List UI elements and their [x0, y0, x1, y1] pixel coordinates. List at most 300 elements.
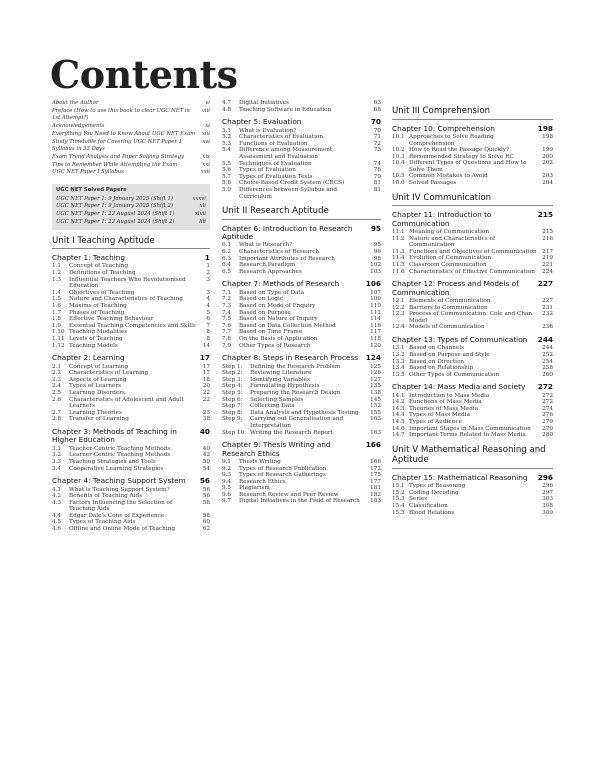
toc-entry	[392, 352, 553, 359]
entry-page: 177	[370, 478, 381, 485]
chapter-title: Chapter 4: Teaching Support System	[52, 476, 186, 486]
entry-page: 111	[370, 309, 381, 316]
toc-entry	[392, 490, 553, 497]
entry-title: Writing the Research Report	[250, 429, 333, 436]
entry-page: 116	[370, 322, 381, 329]
entry-number: 10.3	[392, 153, 405, 160]
chapter-heading	[392, 474, 553, 482]
entry-number: 4.1	[52, 486, 62, 493]
entry-page: 244	[542, 345, 553, 352]
solved-papers-box	[52, 184, 210, 230]
entry-title: Functions of Mass Media	[409, 399, 482, 406]
entry-page: 163	[370, 429, 381, 436]
entry-page: 20	[202, 383, 210, 390]
entry-number: 3.3	[52, 458, 62, 465]
solved-papers-title: UGC NET Solved Papers	[56, 187, 127, 194]
entry-title: Classroom Communication	[409, 261, 487, 268]
entry-title: Collecting Data	[250, 403, 295, 410]
entry-title: Learning Disorders	[69, 389, 125, 396]
entry-title: Benefits of Teaching Aids	[69, 493, 143, 500]
entry-number: 5.5	[222, 160, 232, 167]
entry-number: 5.4	[222, 147, 232, 154]
toc-entry	[52, 377, 210, 384]
entry-page: 42	[202, 452, 210, 459]
entry-page: 125	[370, 363, 381, 370]
entry-page: 183	[370, 498, 381, 505]
entry-title: Elements of Communication	[409, 297, 491, 304]
entry-title: Types of Research Publication	[239, 465, 327, 472]
toc-entry	[222, 269, 381, 276]
entry-title: Functions and Objectives of Communication	[409, 248, 537, 255]
entry-title: On the Basis of Application	[239, 335, 318, 342]
entry-page: 98	[373, 255, 381, 262]
toc-entry	[392, 496, 553, 503]
toc-column-2	[222, 100, 381, 505]
entry-title: Aspects of Learning	[69, 376, 127, 383]
toc-entry	[52, 364, 210, 371]
entry-number: 13.2	[392, 351, 405, 358]
entry-number: 11.1	[392, 228, 405, 235]
toc-entry	[392, 255, 553, 262]
entry-number: 15.5	[392, 509, 405, 516]
entry-page: 202	[542, 160, 553, 167]
entry-number: 10.4	[392, 160, 405, 167]
entry-page: 135	[370, 383, 381, 390]
entry-page: 166	[370, 458, 381, 465]
entry-number: Step 6:	[222, 396, 243, 403]
entry-number: Step 1:	[222, 363, 243, 370]
entry-title: Approaches to Solve Reading Comprehension	[409, 133, 494, 147]
chapter-heading	[392, 280, 553, 297]
entry-title: Reviewing Literature	[250, 370, 312, 377]
entry-title: Research Approaches	[239, 268, 302, 275]
entry-page: 117	[370, 329, 381, 336]
entry-number: 10.1	[392, 133, 405, 140]
entry-page: 276	[542, 412, 553, 419]
toc-entry	[52, 459, 210, 466]
entry-page: 163	[370, 416, 381, 423]
entry-number: 14.6	[392, 425, 405, 432]
entry-number: Step 10:	[222, 429, 247, 436]
toc-entry	[392, 305, 553, 312]
front-matter-item	[52, 131, 210, 139]
chapter-page: 215	[537, 210, 553, 220]
solved-paper-item	[56, 211, 206, 219]
toc-entry	[392, 432, 553, 439]
solved-paper-page: xxxvi	[192, 195, 206, 202]
entry-number: 7.9	[222, 342, 232, 349]
entry-title: Maxims of Teaching	[69, 303, 127, 310]
chapter-page: 244	[537, 334, 553, 344]
toc-entry	[392, 399, 553, 406]
toc-entry	[392, 419, 553, 426]
toc-entry	[222, 430, 381, 437]
entry-number: 7.6	[222, 322, 232, 329]
toc-entry	[222, 343, 381, 350]
entry-number: 1.7	[52, 309, 62, 316]
entry-number: 5.3	[222, 140, 232, 147]
entry-title: Data Analysis and Hypothesis Testing	[250, 409, 359, 416]
front-matter-item	[52, 169, 210, 177]
entry-page: 272	[542, 392, 553, 399]
toc-entry	[52, 323, 210, 330]
toc-column-2-body	[222, 100, 381, 505]
unit-heading: Unit V Mathematical Reasoning and Aptitude	[392, 445, 553, 469]
front-matter-item	[52, 123, 210, 131]
entry-title: Based on Type of Data	[239, 289, 304, 296]
toc-entry	[392, 503, 553, 510]
toc-entry	[222, 383, 381, 390]
entry-title: Types of Learners	[69, 383, 121, 390]
entry-number: 2.7	[52, 409, 62, 416]
toc-entry	[392, 147, 553, 154]
entry-page: 7	[206, 322, 210, 329]
toc-entry	[52, 336, 210, 343]
entry-page: 3	[206, 289, 210, 296]
toc-entry	[392, 249, 553, 256]
entry-page: 71	[373, 134, 381, 141]
front-matter-item	[52, 154, 210, 162]
unit-heading: Unit IV Communication	[392, 193, 553, 207]
toc-entry	[222, 249, 381, 256]
entry-page: 56	[202, 493, 210, 500]
chapter-heading	[392, 336, 553, 344]
toc-entry	[222, 492, 381, 499]
entry-title: Important Terms Related to Mass Media	[409, 432, 526, 439]
entry-title: Learning Theories	[69, 409, 122, 416]
entry-page: 8	[206, 329, 210, 336]
toc-entry	[222, 141, 381, 148]
toc-entry	[52, 296, 210, 303]
chapter-page: 40	[199, 426, 210, 436]
entry-number: 2.8	[52, 416, 62, 423]
toc-entry	[52, 416, 210, 423]
entry-number: 7.7	[222, 329, 232, 336]
entry-title: Concept of Teaching	[69, 263, 129, 270]
entry-number: 1.8	[52, 316, 62, 323]
toc-entry	[52, 526, 210, 533]
toc-entry	[392, 483, 553, 490]
entry-page: 181	[370, 485, 381, 492]
entry-title: Types of Audience	[409, 419, 462, 426]
chapter-heading	[222, 118, 381, 126]
entry-number: 3.4	[52, 465, 62, 472]
entry-title: Based on Data Collection Method	[239, 322, 336, 329]
entry-page: 103	[370, 268, 381, 275]
chapter-page: 106	[365, 279, 381, 289]
solved-paper-item	[56, 219, 206, 227]
entry-title: Nature and Characteristics of Communication	[409, 235, 496, 249]
front-matter-title: Acknowledgements	[52, 123, 105, 130]
entry-title: Solved Passages	[409, 180, 457, 187]
entry-number: 2.3	[52, 376, 62, 383]
entry-title: Common Mistakes to Avoid	[409, 173, 488, 180]
toc-entry	[392, 359, 553, 366]
entry-title: Important Stages in Mass Communication	[409, 425, 531, 432]
entry-title: Important Attributes of Research	[239, 255, 335, 262]
entry-number: 3.2	[52, 452, 62, 459]
entry-title: Series	[409, 496, 428, 503]
entry-number: 1.9	[52, 322, 62, 329]
chapter-heading	[52, 428, 210, 445]
entry-page: 95	[373, 242, 381, 249]
entry-title: Types of Mass Media	[409, 412, 470, 419]
toc-entry	[222, 161, 381, 168]
front-matter-item	[52, 162, 210, 170]
toc-entry	[52, 446, 210, 453]
entry-title: Characteristics of Learning	[69, 370, 149, 377]
front-matter-page: xxi	[202, 161, 210, 168]
entry-title: Blood Relations	[409, 509, 455, 516]
entry-title: Classification	[409, 503, 448, 510]
solved-paper-title: UGC NET Paper 1: 22 August 2024 (Shift 1)	[56, 211, 175, 218]
toc-entry	[222, 262, 381, 269]
front-matter-item	[52, 108, 210, 123]
entry-number: Step 7:	[222, 403, 243, 410]
entry-page: 297	[542, 489, 553, 496]
entry-title: Based on Purpose and Style	[409, 351, 490, 358]
entry-page: 109	[370, 296, 381, 303]
entry-title: Effective Teaching Behaviour	[69, 316, 154, 323]
toc-entry	[392, 154, 553, 161]
entry-page: 60	[202, 519, 210, 526]
entry-title: Plagiarism	[239, 485, 270, 492]
entry-page: 63	[373, 100, 381, 106]
toc-entry	[52, 303, 210, 310]
entry-number: 11.3	[392, 248, 405, 255]
entry-title: Teacher-Centric Teaching Methods	[69, 445, 171, 452]
entry-number: 4.7	[222, 100, 232, 106]
entry-number: 7.3	[222, 303, 232, 309]
chapter-page: 272	[537, 382, 553, 392]
toc-entry	[392, 345, 553, 352]
toc-column-3-body	[392, 106, 553, 516]
entry-number: 10.6	[392, 180, 405, 187]
entry-page: 79	[373, 173, 381, 180]
toc-entry	[222, 242, 381, 249]
entry-number: Step 2:	[222, 370, 243, 377]
entry-number: 5.9	[222, 186, 232, 193]
entry-page: 279	[542, 419, 553, 426]
entry-title: Objectives of Teaching	[69, 289, 135, 296]
entry-title: Digital Initiatives in the Field of Research	[239, 498, 360, 505]
entry-number: 6.1	[222, 242, 232, 249]
entry-number: 11.5	[392, 261, 405, 268]
chapter-heading	[52, 254, 210, 262]
entry-title: Levels of Teaching	[69, 335, 123, 342]
entry-number: 1.5	[52, 296, 62, 303]
entry-title: Influential Teachers Who Revolutionised Education	[69, 276, 186, 290]
front-matter-page: xiii	[201, 130, 210, 137]
entry-title: Different Types of Questions and How to Solve Them	[409, 160, 527, 173]
entry-number: 9.4	[222, 478, 232, 485]
entry-number: Step 8:	[222, 409, 243, 416]
chapter-title: Chapter 3: Methods of Teaching in Higher Education	[52, 426, 177, 445]
chapter-title: Chapter 11: Introduction to Communication	[392, 210, 492, 228]
toc-entry	[222, 498, 381, 505]
entry-number: 13.1	[392, 345, 405, 352]
toc-entry	[222, 485, 381, 492]
entry-title: Characteristics of Evaluation	[239, 134, 323, 141]
entry-title: Other Types of Communication	[409, 371, 500, 378]
toc-entry	[52, 370, 210, 377]
front-matter-title: UGC NET Paper I Syllabus	[52, 169, 124, 176]
entry-number: 2.2	[52, 370, 62, 377]
toc-entry	[52, 493, 210, 500]
toc-entry	[392, 160, 553, 173]
solved-paper-title: UGC NET Paper 1: 9 January 2025 (Shift 2)	[56, 203, 173, 210]
unit-heading: Unit III Comprehension	[392, 106, 553, 120]
entry-number: 9.5	[222, 485, 232, 492]
toc-entry	[222, 377, 381, 384]
entry-number: 6.5	[222, 268, 232, 275]
toc-entry	[222, 370, 381, 377]
chapter-title: Chapter 7: Methods of Research	[222, 279, 340, 289]
entry-number: 4.3	[52, 499, 62, 506]
chapter-title: Chapter 5: Evaluation	[222, 117, 302, 127]
toc-entry	[222, 310, 381, 317]
toc-entry	[392, 412, 553, 419]
entry-title: Based on Direction	[409, 358, 465, 365]
toc-entry	[222, 290, 381, 297]
chapter-title: Chapter 8: Steps in Research Process	[222, 353, 359, 363]
toc-entry	[52, 390, 210, 397]
solved-paper-page: xlvii	[194, 211, 206, 218]
entry-title: Research Ethics	[239, 478, 286, 485]
chapter-page: 17	[199, 353, 210, 363]
entry-title: Techniques of Evaluation	[239, 160, 312, 167]
entry-page: 138	[370, 389, 381, 396]
chapter-page: 70	[370, 117, 381, 127]
entry-title: Based on Mode of Enquiry	[239, 303, 316, 309]
entry-page: 126	[370, 370, 381, 377]
entry-page: 22	[202, 396, 210, 403]
front-matter-page: vi	[205, 100, 210, 106]
entry-title: Based on Channels	[409, 345, 465, 352]
toc-entry	[52, 513, 210, 520]
entry-number: 3.1	[52, 445, 62, 452]
entry-page: 303	[542, 496, 553, 503]
toc-entry	[222, 303, 381, 310]
entry-title: Based on Purpose	[239, 309, 291, 316]
toc-entry	[222, 336, 381, 343]
entry-title: Theories of Mass Media	[409, 405, 479, 412]
chapter-heading	[222, 441, 381, 458]
toc-entry	[222, 296, 381, 303]
toc-entry	[392, 406, 553, 413]
entry-page: 200	[542, 153, 553, 160]
entry-number: 7.2	[222, 296, 232, 303]
chapter-title: Chapter 2: Learning	[52, 353, 125, 363]
entry-number: 4.5	[52, 519, 62, 526]
entry-number: 1.10	[52, 329, 65, 336]
entry-page: 81	[373, 186, 381, 193]
entry-page: 74	[373, 160, 381, 167]
entry-title: Process of Communication: Cole and Chan Model	[409, 311, 533, 324]
toc-column-3	[392, 100, 553, 516]
entry-title: Types of Research Gatherings	[239, 472, 326, 479]
solved-papers-list	[56, 196, 206, 227]
chapter-title: Chapter 13: Types of Communication	[392, 334, 528, 344]
entry-number: 2.4	[52, 383, 62, 390]
entry-title: Research Paradigm	[239, 262, 296, 269]
chapter-heading	[222, 354, 381, 362]
entry-page: 54	[202, 465, 210, 472]
entry-number: 7.4	[222, 309, 232, 316]
toc-entry	[392, 134, 553, 147]
entry-page: 118	[370, 335, 381, 342]
entry-title: Identifying Variables	[250, 376, 310, 383]
entry-number: Step 9:	[222, 416, 243, 423]
entry-title: Based on Time Frame	[239, 329, 303, 336]
page-title: Contents	[50, 52, 238, 97]
entry-title: Essential Teaching Competencies and Skills	[69, 322, 196, 329]
front-matter-title: Everything You Need to Know About UGC NET Exam	[52, 130, 196, 137]
toc-entry	[52, 270, 210, 277]
entry-title: Research Review and Peer Review	[239, 491, 339, 498]
chapter-title: Chapter 6: Introduction to Research Aptitude	[222, 223, 353, 242]
entry-page: 280	[542, 432, 553, 439]
entry-page: 219	[542, 255, 553, 262]
chapter-heading	[392, 383, 553, 391]
entry-page: 296	[542, 483, 553, 490]
entry-title: Transfer of Learning	[69, 416, 129, 423]
chapter-heading	[52, 354, 210, 362]
toc-entry	[222, 180, 381, 187]
entry-title: Preparing the Research Design	[250, 389, 341, 396]
entry-number: 14.2	[392, 399, 405, 406]
toc-entry	[52, 397, 210, 410]
toc-entry	[222, 403, 381, 410]
chapter-title: Chapter 9: Thesis Writing and Research Ethics	[222, 440, 331, 458]
entry-title: Barriers to Communication	[409, 304, 488, 311]
toc-column-1	[52, 100, 210, 533]
entry-page: 224	[542, 268, 553, 275]
entry-page: 58	[202, 499, 210, 506]
entry-number: 1.11	[52, 335, 65, 342]
entry-title: Choice-Based Credit System (CBCS)	[239, 180, 345, 187]
entry-number: 14.5	[392, 419, 405, 426]
entry-page: 252	[542, 351, 553, 358]
toc-entry	[392, 236, 553, 249]
entry-page: 107	[370, 289, 381, 296]
entry-title: Thesis Writing	[239, 458, 281, 465]
toc-entry	[222, 472, 381, 479]
toc-entry	[392, 311, 553, 324]
entry-title: Carrying out Generalisation and Interpretation	[250, 416, 344, 429]
entry-number: 2.6	[52, 396, 62, 403]
entry-page: 17	[202, 363, 210, 370]
entry-number: 11.2	[392, 235, 405, 242]
entry-page: 3	[206, 276, 210, 283]
entry-title: Teaching Strategies and Tools	[69, 458, 156, 465]
entry-title: Recommended Strategy to Solve RC	[409, 153, 514, 160]
entry-page: 272	[542, 399, 553, 406]
entry-title: Defining the Research Problem	[250, 363, 341, 370]
chapter-title: Chapter 12: Process and Models of Communication	[392, 279, 519, 297]
entry-number: 11.6	[392, 268, 405, 275]
toc-entry	[222, 167, 381, 174]
entry-page: 96	[373, 249, 381, 256]
chapter-title: Chapter 15: Mathematical Reasoning	[392, 472, 528, 482]
entry-number: 2.5	[52, 389, 62, 396]
entry-number: 5.8	[222, 180, 232, 187]
chapter-heading	[392, 211, 553, 228]
entry-page: 260	[542, 371, 553, 378]
entry-page: 120	[370, 342, 381, 349]
entry-page: 203	[542, 173, 553, 180]
chapter-page: 296	[537, 472, 553, 482]
